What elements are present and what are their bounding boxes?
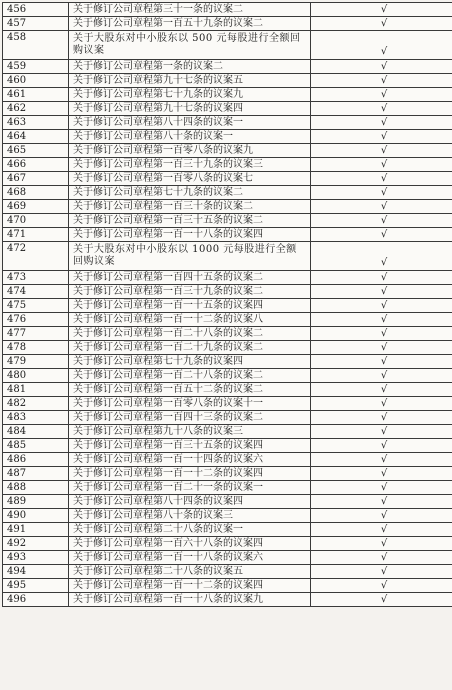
table-row	[3, 242, 452, 271]
vote-check-mark: √	[311, 467, 452, 481]
proposal-title: 关于修订公司章程第八十四条的议案四	[69, 495, 311, 509]
row-number: 469	[3, 200, 69, 214]
row-number: 463	[3, 116, 69, 130]
vote-check-mark: √	[311, 565, 452, 579]
vote-check-mark: √	[311, 313, 452, 327]
table-row	[3, 60, 452, 74]
proposal-title: 关于大股东对中小股东以 500 元每股进行全额回购议案	[69, 31, 311, 60]
proposal-title: 关于大股东对中小股东以 1000 元每股进行全额回购议案	[69, 242, 311, 271]
row-number: 491	[3, 523, 69, 537]
proposal-title: 关于修订公司章程第一百三十五条的议案四	[69, 439, 311, 453]
table-row	[3, 214, 452, 228]
row-number: 479	[3, 355, 69, 369]
row-number: 492	[3, 537, 69, 551]
vote-check-mark: √	[311, 593, 452, 607]
proposal-title: 关于修订公司章程第二十八条的议案五	[69, 565, 311, 579]
row-number: 481	[3, 383, 69, 397]
row-number: 485	[3, 439, 69, 453]
vote-check-mark: √	[311, 285, 452, 299]
table-row	[3, 228, 452, 242]
vote-check-mark: √	[311, 495, 452, 509]
row-number: 460	[3, 74, 69, 88]
vote-check-mark: √	[311, 299, 452, 313]
proposal-title: 关于修订公司章程第九十八条的议案三	[69, 425, 311, 439]
row-number: 482	[3, 397, 69, 411]
proposal-title: 关于修订公司章程第三十一条的议案二	[69, 3, 311, 17]
vote-check-mark: √	[311, 383, 452, 397]
table-row	[3, 144, 452, 158]
table-row	[3, 509, 452, 523]
vote-check-mark: √	[311, 439, 452, 453]
table-row	[3, 116, 452, 130]
proposal-title: 关于修订公司章程第一百五十二条的议案二	[69, 383, 311, 397]
row-number: 477	[3, 327, 69, 341]
vote-check-mark: √	[311, 242, 452, 271]
vote-check-mark: √	[311, 341, 452, 355]
table-row	[3, 425, 452, 439]
row-number: 496	[3, 593, 69, 607]
vote-check-mark: √	[311, 523, 452, 537]
vote-check-mark: √	[311, 88, 452, 102]
row-number: 476	[3, 313, 69, 327]
vote-check-mark: √	[311, 186, 452, 200]
table-row	[3, 495, 452, 509]
table-row	[3, 355, 452, 369]
vote-check-mark: √	[311, 130, 452, 144]
table-row	[3, 88, 452, 102]
proposal-table-body	[3, 3, 452, 607]
row-number: 480	[3, 369, 69, 383]
proposal-title: 关于修订公司章程第七十九条的议案九	[69, 88, 311, 102]
table-row	[3, 3, 452, 17]
proposal-title: 关于修订公司章程第一百零八条的议案九	[69, 144, 311, 158]
vote-check-mark: √	[311, 214, 452, 228]
table-row	[3, 299, 452, 313]
table-row	[3, 467, 452, 481]
vote-check-mark: √	[311, 369, 452, 383]
table-row	[3, 271, 452, 285]
row-number: 471	[3, 228, 69, 242]
proposal-title: 关于修订公司章程第一百一十八条的议案九	[69, 593, 311, 607]
proposal-title: 关于修订公司章程第一百二十九条的议案二	[69, 341, 311, 355]
proposal-title: 关于修订公司章程第九十七条的议案四	[69, 102, 311, 116]
table-row	[3, 397, 452, 411]
row-number: 461	[3, 88, 69, 102]
proposal-title: 关于修订公司章程第二十八条的议案一	[69, 523, 311, 537]
table-row	[3, 411, 452, 425]
vote-check-mark: √	[311, 31, 452, 60]
vote-check-mark: √	[311, 509, 452, 523]
proposal-title: 关于修订公司章程第一百三十九条的议案三	[69, 158, 311, 172]
vote-check-mark: √	[311, 102, 452, 116]
vote-check-mark: √	[311, 271, 452, 285]
table-row	[3, 158, 452, 172]
vote-check-mark: √	[311, 74, 452, 88]
row-number: 466	[3, 158, 69, 172]
row-number: 495	[3, 579, 69, 593]
table-row	[3, 17, 452, 31]
vote-check-mark: √	[311, 60, 452, 74]
vote-check-mark: √	[311, 144, 452, 158]
row-number: 464	[3, 130, 69, 144]
proposal-title: 关于修订公司章程第一百一十二条的议案八	[69, 313, 311, 327]
proposal-title: 关于修订公司章程第七十九条的议案二	[69, 186, 311, 200]
row-number: 472	[3, 242, 69, 271]
table-row	[3, 537, 452, 551]
row-number: 488	[3, 481, 69, 495]
table-row	[3, 186, 452, 200]
row-number: 465	[3, 144, 69, 158]
proposal-title: 关于修订公司章程第九十七条的议案五	[69, 74, 311, 88]
proposal-title: 关于修订公司章程第七十九条的议案四	[69, 355, 311, 369]
vote-check-mark: √	[311, 158, 452, 172]
proposal-title: 关于修订公司章程第一百三十条的议案二	[69, 200, 311, 214]
proposal-title: 关于修订公司章程第一百二十一条的议案一	[69, 481, 311, 495]
row-number: 467	[3, 172, 69, 186]
table-row	[3, 593, 452, 607]
table-row	[3, 74, 452, 88]
vote-check-mark: √	[311, 425, 452, 439]
row-number: 474	[3, 285, 69, 299]
row-number: 484	[3, 425, 69, 439]
proposal-title: 关于修订公司章程第一百五十九条的议案二	[69, 17, 311, 31]
row-number: 494	[3, 565, 69, 579]
proposal-title: 关于修订公司章程第一百一十八条的议案四	[69, 228, 311, 242]
proposal-title: 关于修订公司章程第一百一十四条的议案六	[69, 453, 311, 467]
proposal-title: 关于修订公司章程第一百四十五条的议案二	[69, 271, 311, 285]
row-number: 468	[3, 186, 69, 200]
table-row	[3, 341, 452, 355]
proposal-title: 关于修订公司章程第八十条的议案三	[69, 509, 311, 523]
vote-check-mark: √	[311, 3, 452, 17]
table-row	[3, 453, 452, 467]
vote-check-mark: √	[311, 453, 452, 467]
row-number: 483	[3, 411, 69, 425]
table-row	[3, 481, 452, 495]
proposal-title: 关于修订公司章程第八十条的议案一	[69, 130, 311, 144]
row-number: 486	[3, 453, 69, 467]
vote-check-mark: √	[311, 172, 452, 186]
row-number: 490	[3, 509, 69, 523]
proposal-title: 关于修订公司章程第一百零八条的议案七	[69, 172, 311, 186]
table-row	[3, 313, 452, 327]
vote-check-mark: √	[311, 537, 452, 551]
proposal-title: 关于修订公司章程第一百一十八条的议案六	[69, 551, 311, 565]
vote-check-mark: √	[311, 551, 452, 565]
row-number: 456	[3, 3, 69, 17]
table-row	[3, 285, 452, 299]
proposal-title: 关于修订公司章程第一百二十八条的议案二	[69, 369, 311, 383]
table-row	[3, 102, 452, 116]
table-row	[3, 439, 452, 453]
table-row	[3, 369, 452, 383]
vote-check-mark: √	[311, 228, 452, 242]
table-row	[3, 565, 452, 579]
row-number: 470	[3, 214, 69, 228]
proposal-title: 关于修订公司章程第一百六十八条的议案四	[69, 537, 311, 551]
proposal-title: 关于修订公司章程第一百二十八条的议案二	[69, 327, 311, 341]
table-row	[3, 579, 452, 593]
vote-check-mark: √	[311, 355, 452, 369]
proposal-title: 关于修订公司章程第一百一十二条的议案四	[69, 467, 311, 481]
table-row	[3, 31, 452, 60]
row-number: 478	[3, 341, 69, 355]
proposal-title: 关于修订公司章程第一百四十三条的议案二	[69, 411, 311, 425]
table-row	[3, 327, 452, 341]
proposal-title: 关于修订公司章程第一百三十九条的议案二	[69, 285, 311, 299]
row-number: 462	[3, 102, 69, 116]
table-row	[3, 383, 452, 397]
table-row	[3, 551, 452, 565]
vote-check-mark: √	[311, 17, 452, 31]
proposal-title: 关于修订公司章程第八十四条的议案一	[69, 116, 311, 130]
proposal-title: 关于修订公司章程第一百一十二条的议案四	[69, 579, 311, 593]
proposal-table	[2, 2, 452, 607]
vote-check-mark: √	[311, 579, 452, 593]
table-row	[3, 200, 452, 214]
vote-check-mark: √	[311, 327, 452, 341]
table-row	[3, 130, 452, 144]
row-number: 459	[3, 60, 69, 74]
table-row	[3, 523, 452, 537]
row-number: 493	[3, 551, 69, 565]
proposal-title: 关于修订公司章程第一百零八条的议案十一	[69, 397, 311, 411]
proposal-title: 关于修订公司章程第一百一十五条的议案四	[69, 299, 311, 313]
proposal-title: 关于修订公司章程第一百三十五条的议案二	[69, 214, 311, 228]
row-number: 489	[3, 495, 69, 509]
vote-check-mark: √	[311, 481, 452, 495]
row-number: 487	[3, 467, 69, 481]
row-number: 473	[3, 271, 69, 285]
row-number: 475	[3, 299, 69, 313]
table-row	[3, 172, 452, 186]
vote-check-mark: √	[311, 116, 452, 130]
vote-check-mark: √	[311, 411, 452, 425]
proposal-title: 关于修订公司章程第一条的议案二	[69, 60, 311, 74]
vote-check-mark: √	[311, 200, 452, 214]
vote-check-mark: √	[311, 397, 452, 411]
row-number: 458	[3, 31, 69, 60]
row-number: 457	[3, 17, 69, 31]
